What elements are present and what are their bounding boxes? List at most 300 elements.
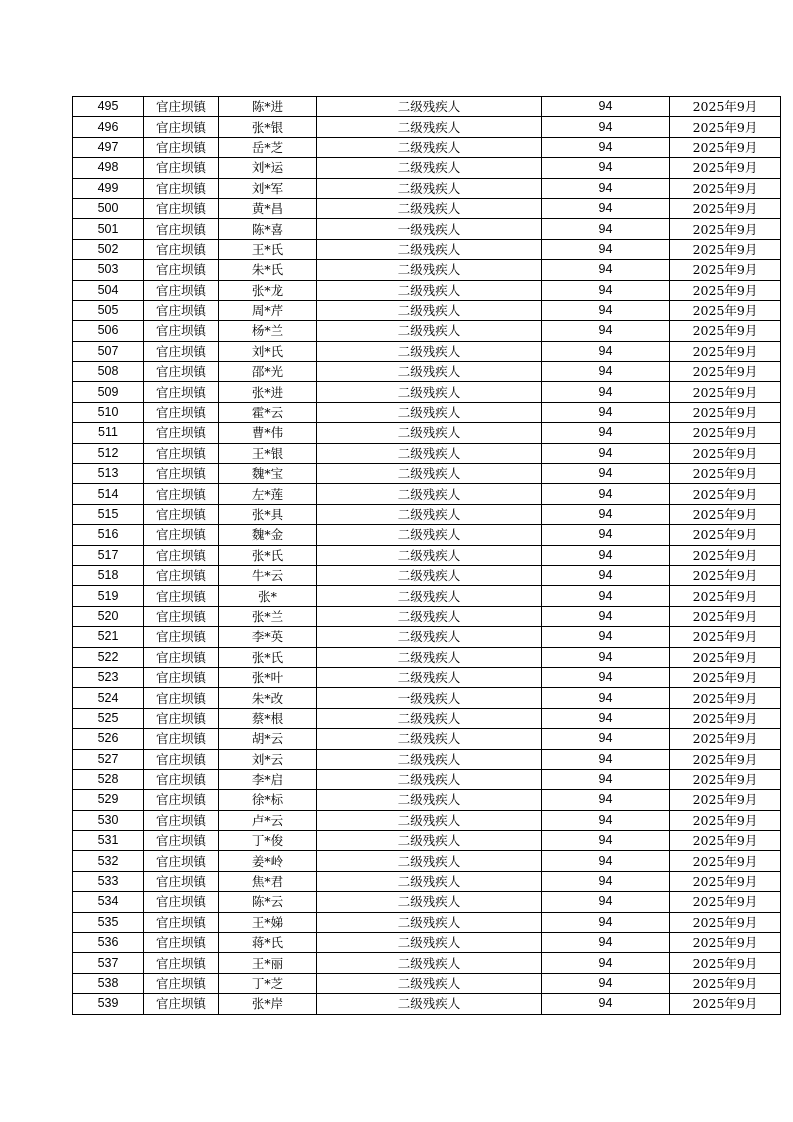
row-number-cell: 528 — [73, 769, 144, 789]
township-cell: 官庄坝镇 — [144, 464, 219, 484]
township-cell: 官庄坝镇 — [144, 504, 219, 524]
row-number-cell: 511 — [73, 423, 144, 443]
period-cell: 2025年9月 — [670, 586, 781, 606]
township-cell: 官庄坝镇 — [144, 97, 219, 117]
township-cell: 官庄坝镇 — [144, 871, 219, 891]
amount-cell: 94 — [542, 606, 670, 626]
table-row — [73, 769, 781, 789]
name-cell: 张*银 — [219, 117, 317, 137]
table-row — [73, 464, 781, 484]
table-row — [73, 729, 781, 749]
name-cell: 刘*氏 — [219, 341, 317, 361]
row-number-cell: 506 — [73, 321, 144, 341]
disability-level-cell: 二级残疾人 — [317, 627, 542, 647]
name-cell: 李*英 — [219, 627, 317, 647]
name-cell: 张*具 — [219, 504, 317, 524]
name-cell: 魏*宝 — [219, 464, 317, 484]
row-number-cell: 525 — [73, 708, 144, 728]
table-row — [73, 994, 781, 1014]
township-cell: 官庄坝镇 — [144, 729, 219, 749]
table-row — [73, 810, 781, 830]
township-cell: 官庄坝镇 — [144, 953, 219, 973]
disability-level-cell: 二级残疾人 — [317, 97, 542, 117]
table-row — [73, 953, 781, 973]
amount-cell: 94 — [542, 933, 670, 953]
row-number-cell: 531 — [73, 831, 144, 851]
row-number-cell: 521 — [73, 627, 144, 647]
amount-cell: 94 — [542, 912, 670, 932]
row-number-cell: 524 — [73, 688, 144, 708]
disability-level-cell: 二级残疾人 — [317, 545, 542, 565]
row-number-cell: 502 — [73, 239, 144, 259]
disability-level-cell: 二级残疾人 — [317, 586, 542, 606]
table-row — [73, 667, 781, 687]
township-cell: 官庄坝镇 — [144, 933, 219, 953]
table-row — [73, 178, 781, 198]
period-cell: 2025年9月 — [670, 239, 781, 259]
period-cell: 2025年9月 — [670, 341, 781, 361]
name-cell: 霍*云 — [219, 402, 317, 422]
township-cell: 官庄坝镇 — [144, 219, 219, 239]
table-row — [73, 484, 781, 504]
disability-level-cell: 二级残疾人 — [317, 402, 542, 422]
period-cell: 2025年9月 — [670, 565, 781, 585]
name-cell: 周*芹 — [219, 300, 317, 320]
amount-cell: 94 — [542, 973, 670, 993]
period-cell: 2025年9月 — [670, 137, 781, 157]
row-number-cell: 533 — [73, 871, 144, 891]
period-cell: 2025年9月 — [670, 423, 781, 443]
amount-cell: 94 — [542, 953, 670, 973]
period-cell: 2025年9月 — [670, 769, 781, 789]
name-cell: 杨*兰 — [219, 321, 317, 341]
name-cell: 岳*芝 — [219, 137, 317, 157]
amount-cell: 94 — [542, 708, 670, 728]
township-cell: 官庄坝镇 — [144, 198, 219, 218]
township-cell: 官庄坝镇 — [144, 565, 219, 585]
township-cell: 官庄坝镇 — [144, 321, 219, 341]
township-cell: 官庄坝镇 — [144, 362, 219, 382]
amount-cell: 94 — [542, 300, 670, 320]
period-cell: 2025年9月 — [670, 178, 781, 198]
period-cell: 2025年9月 — [670, 688, 781, 708]
row-number-cell: 527 — [73, 749, 144, 769]
name-cell: 张*进 — [219, 382, 317, 402]
disability-level-cell: 二级残疾人 — [317, 994, 542, 1014]
disability-level-cell: 二级残疾人 — [317, 504, 542, 524]
name-cell: 张*兰 — [219, 606, 317, 626]
table-row — [73, 708, 781, 728]
disability-level-cell: 二级残疾人 — [317, 606, 542, 626]
name-cell: 丁*俊 — [219, 831, 317, 851]
amount-cell: 94 — [542, 464, 670, 484]
table-row — [73, 933, 781, 953]
table-row — [73, 586, 781, 606]
name-cell: 王*银 — [219, 443, 317, 463]
table-row — [73, 749, 781, 769]
township-cell: 官庄坝镇 — [144, 831, 219, 851]
table-row — [73, 219, 781, 239]
amount-cell: 94 — [542, 729, 670, 749]
amount-cell: 94 — [542, 565, 670, 585]
township-cell: 官庄坝镇 — [144, 117, 219, 137]
name-cell: 刘*运 — [219, 158, 317, 178]
period-cell: 2025年9月 — [670, 851, 781, 871]
amount-cell: 94 — [542, 545, 670, 565]
row-number-cell: 505 — [73, 300, 144, 320]
period-cell: 2025年9月 — [670, 280, 781, 300]
disability-level-cell: 二级残疾人 — [317, 158, 542, 178]
amount-cell: 94 — [542, 97, 670, 117]
township-cell: 官庄坝镇 — [144, 382, 219, 402]
township-cell: 官庄坝镇 — [144, 606, 219, 626]
disability-level-cell: 二级残疾人 — [317, 790, 542, 810]
disability-level-cell: 二级残疾人 — [317, 769, 542, 789]
table-row — [73, 892, 781, 912]
amount-cell: 94 — [542, 443, 670, 463]
township-cell: 官庄坝镇 — [144, 402, 219, 422]
table-row — [73, 790, 781, 810]
amount-cell: 94 — [542, 790, 670, 810]
period-cell: 2025年9月 — [670, 892, 781, 912]
row-number-cell: 538 — [73, 973, 144, 993]
name-cell: 牛*云 — [219, 565, 317, 585]
township-cell: 官庄坝镇 — [144, 912, 219, 932]
disability-level-cell: 二级残疾人 — [317, 810, 542, 830]
row-number-cell: 495 — [73, 97, 144, 117]
period-cell: 2025年9月 — [670, 647, 781, 667]
amount-cell: 94 — [542, 239, 670, 259]
period-cell: 2025年9月 — [670, 464, 781, 484]
table-row — [73, 239, 781, 259]
township-cell: 官庄坝镇 — [144, 708, 219, 728]
disability-level-cell: 二级残疾人 — [317, 260, 542, 280]
row-number-cell: 539 — [73, 994, 144, 1014]
amount-cell: 94 — [542, 382, 670, 402]
disability-level-cell: 二级残疾人 — [317, 362, 542, 382]
name-cell: 徐*标 — [219, 790, 317, 810]
amount-cell: 94 — [542, 892, 670, 912]
row-number-cell: 535 — [73, 912, 144, 932]
row-number-cell: 519 — [73, 586, 144, 606]
disability-level-cell: 二级残疾人 — [317, 423, 542, 443]
period-cell: 2025年9月 — [670, 198, 781, 218]
name-cell: 黄*昌 — [219, 198, 317, 218]
township-cell: 官庄坝镇 — [144, 158, 219, 178]
name-cell: 蒋*氏 — [219, 933, 317, 953]
period-cell: 2025年9月 — [670, 994, 781, 1014]
name-cell: 张* — [219, 586, 317, 606]
period-cell: 2025年9月 — [670, 606, 781, 626]
township-cell: 官庄坝镇 — [144, 892, 219, 912]
amount-cell: 94 — [542, 280, 670, 300]
period-cell: 2025年9月 — [670, 525, 781, 545]
table-row — [73, 260, 781, 280]
township-cell: 官庄坝镇 — [144, 627, 219, 647]
amount-cell: 94 — [542, 749, 670, 769]
disability-level-cell: 二级残疾人 — [317, 198, 542, 218]
row-number-cell: 532 — [73, 851, 144, 871]
row-number-cell: 498 — [73, 158, 144, 178]
period-cell: 2025年9月 — [670, 484, 781, 504]
amount-cell: 94 — [542, 178, 670, 198]
table-row — [73, 341, 781, 361]
amount-cell: 94 — [542, 158, 670, 178]
name-cell: 李*启 — [219, 769, 317, 789]
row-number-cell: 507 — [73, 341, 144, 361]
table-row — [73, 545, 781, 565]
table-row — [73, 912, 781, 932]
name-cell: 左*莲 — [219, 484, 317, 504]
row-number-cell: 497 — [73, 137, 144, 157]
row-number-cell: 515 — [73, 504, 144, 524]
row-number-cell: 530 — [73, 810, 144, 830]
amount-cell: 94 — [542, 423, 670, 443]
township-cell: 官庄坝镇 — [144, 973, 219, 993]
name-cell: 姜*岭 — [219, 851, 317, 871]
row-number-cell: 526 — [73, 729, 144, 749]
amount-cell: 94 — [542, 525, 670, 545]
disability-level-cell: 二级残疾人 — [317, 239, 542, 259]
disability-level-cell: 二级残疾人 — [317, 912, 542, 932]
amount-cell: 94 — [542, 402, 670, 422]
disability-level-cell: 二级残疾人 — [317, 831, 542, 851]
table-row — [73, 871, 781, 891]
period-cell: 2025年9月 — [670, 831, 781, 851]
amount-cell: 94 — [542, 341, 670, 361]
amount-cell: 94 — [542, 137, 670, 157]
row-number-cell: 509 — [73, 382, 144, 402]
disability-level-cell: 二级残疾人 — [317, 892, 542, 912]
amount-cell: 94 — [542, 362, 670, 382]
amount-cell: 94 — [542, 219, 670, 239]
amount-cell: 94 — [542, 851, 670, 871]
period-cell: 2025年9月 — [670, 667, 781, 687]
name-cell: 卢*云 — [219, 810, 317, 830]
name-cell: 邵*光 — [219, 362, 317, 382]
table-row — [73, 402, 781, 422]
name-cell: 蔡*根 — [219, 708, 317, 728]
table-row — [73, 117, 781, 137]
period-cell: 2025年9月 — [670, 790, 781, 810]
township-cell: 官庄坝镇 — [144, 443, 219, 463]
table-body — [73, 97, 781, 1015]
name-cell: 朱*改 — [219, 688, 317, 708]
disability-level-cell: 二级残疾人 — [317, 708, 542, 728]
table-row — [73, 300, 781, 320]
township-cell: 官庄坝镇 — [144, 525, 219, 545]
amount-cell: 94 — [542, 260, 670, 280]
disability-level-cell: 二级残疾人 — [317, 973, 542, 993]
table-row — [73, 97, 781, 117]
name-cell: 刘*军 — [219, 178, 317, 198]
period-cell: 2025年9月 — [670, 117, 781, 137]
township-cell: 官庄坝镇 — [144, 300, 219, 320]
amount-cell: 94 — [542, 667, 670, 687]
disability-level-cell: 二级残疾人 — [317, 178, 542, 198]
table-row — [73, 198, 781, 218]
amount-cell: 94 — [542, 994, 670, 1014]
period-cell: 2025年9月 — [670, 97, 781, 117]
township-cell: 官庄坝镇 — [144, 749, 219, 769]
table-row — [73, 565, 781, 585]
township-cell: 官庄坝镇 — [144, 341, 219, 361]
township-cell: 官庄坝镇 — [144, 667, 219, 687]
disability-level-cell: 二级残疾人 — [317, 443, 542, 463]
period-cell: 2025年9月 — [670, 321, 781, 341]
period-cell: 2025年9月 — [670, 158, 781, 178]
row-number-cell: 537 — [73, 953, 144, 973]
township-cell: 官庄坝镇 — [144, 484, 219, 504]
township-cell: 官庄坝镇 — [144, 178, 219, 198]
row-number-cell: 520 — [73, 606, 144, 626]
row-number-cell: 529 — [73, 790, 144, 810]
disability-level-cell: 二级残疾人 — [317, 953, 542, 973]
period-cell: 2025年9月 — [670, 402, 781, 422]
row-number-cell: 499 — [73, 178, 144, 198]
township-cell: 官庄坝镇 — [144, 647, 219, 667]
period-cell: 2025年9月 — [670, 300, 781, 320]
amount-cell: 94 — [542, 484, 670, 504]
table-row — [73, 851, 781, 871]
township-cell: 官庄坝镇 — [144, 994, 219, 1014]
table-row — [73, 443, 781, 463]
amount-cell: 94 — [542, 871, 670, 891]
name-cell: 焦*君 — [219, 871, 317, 891]
disability-level-cell: 二级残疾人 — [317, 484, 542, 504]
row-number-cell: 517 — [73, 545, 144, 565]
table-row — [73, 382, 781, 402]
name-cell: 朱*氏 — [219, 260, 317, 280]
row-number-cell: 518 — [73, 565, 144, 585]
amount-cell: 94 — [542, 117, 670, 137]
amount-cell: 94 — [542, 321, 670, 341]
row-number-cell: 500 — [73, 198, 144, 218]
row-number-cell: 516 — [73, 525, 144, 545]
table-row — [73, 158, 781, 178]
amount-cell: 94 — [542, 627, 670, 647]
disability-level-cell: 二级残疾人 — [317, 464, 542, 484]
row-number-cell: 514 — [73, 484, 144, 504]
name-cell: 王*娣 — [219, 912, 317, 932]
table-row — [73, 831, 781, 851]
row-number-cell: 534 — [73, 892, 144, 912]
period-cell: 2025年9月 — [670, 545, 781, 565]
name-cell: 王*氏 — [219, 239, 317, 259]
disability-level-cell: 二级残疾人 — [317, 933, 542, 953]
table-row — [73, 137, 781, 157]
name-cell: 刘*云 — [219, 749, 317, 769]
table-row — [73, 647, 781, 667]
row-number-cell: 523 — [73, 667, 144, 687]
period-cell: 2025年9月 — [670, 443, 781, 463]
row-number-cell: 513 — [73, 464, 144, 484]
township-cell: 官庄坝镇 — [144, 280, 219, 300]
period-cell: 2025年9月 — [670, 871, 781, 891]
name-cell: 陈*进 — [219, 97, 317, 117]
subsidy-list-table — [72, 96, 781, 1015]
period-cell: 2025年9月 — [670, 260, 781, 280]
period-cell: 2025年9月 — [670, 382, 781, 402]
amount-cell: 94 — [542, 810, 670, 830]
table-row — [73, 504, 781, 524]
period-cell: 2025年9月 — [670, 953, 781, 973]
period-cell: 2025年9月 — [670, 504, 781, 524]
name-cell: 魏*金 — [219, 525, 317, 545]
disability-level-cell: 二级残疾人 — [317, 525, 542, 545]
name-cell: 丁*芝 — [219, 973, 317, 993]
township-cell: 官庄坝镇 — [144, 688, 219, 708]
table-row — [73, 423, 781, 443]
row-number-cell: 522 — [73, 647, 144, 667]
disability-level-cell: 二级残疾人 — [317, 667, 542, 687]
disability-level-cell: 一级残疾人 — [317, 219, 542, 239]
disability-level-cell: 一级残疾人 — [317, 688, 542, 708]
table-row — [73, 280, 781, 300]
township-cell: 官庄坝镇 — [144, 423, 219, 443]
disability-level-cell: 二级残疾人 — [317, 137, 542, 157]
name-cell: 张*氏 — [219, 545, 317, 565]
amount-cell: 94 — [542, 586, 670, 606]
period-cell: 2025年9月 — [670, 627, 781, 647]
disability-level-cell: 二级残疾人 — [317, 300, 542, 320]
period-cell: 2025年9月 — [670, 729, 781, 749]
period-cell: 2025年9月 — [670, 708, 781, 728]
township-cell: 官庄坝镇 — [144, 586, 219, 606]
disability-level-cell: 二级残疾人 — [317, 647, 542, 667]
name-cell: 张*叶 — [219, 667, 317, 687]
row-number-cell: 508 — [73, 362, 144, 382]
row-number-cell: 536 — [73, 933, 144, 953]
amount-cell: 94 — [542, 504, 670, 524]
period-cell: 2025年9月 — [670, 810, 781, 830]
table-row — [73, 362, 781, 382]
township-cell: 官庄坝镇 — [144, 851, 219, 871]
disability-level-cell: 二级残疾人 — [317, 871, 542, 891]
period-cell: 2025年9月 — [670, 912, 781, 932]
row-number-cell: 510 — [73, 402, 144, 422]
table-row — [73, 973, 781, 993]
township-cell: 官庄坝镇 — [144, 790, 219, 810]
name-cell: 王*丽 — [219, 953, 317, 973]
table-row — [73, 321, 781, 341]
table-row — [73, 627, 781, 647]
amount-cell: 94 — [542, 647, 670, 667]
row-number-cell: 504 — [73, 280, 144, 300]
township-cell: 官庄坝镇 — [144, 137, 219, 157]
disability-level-cell: 二级残疾人 — [317, 117, 542, 137]
township-cell: 官庄坝镇 — [144, 260, 219, 280]
period-cell: 2025年9月 — [670, 362, 781, 382]
township-cell: 官庄坝镇 — [144, 769, 219, 789]
table-row — [73, 525, 781, 545]
name-cell: 张*岸 — [219, 994, 317, 1014]
table-row — [73, 606, 781, 626]
table — [72, 96, 781, 1015]
disability-level-cell: 二级残疾人 — [317, 749, 542, 769]
disability-level-cell: 二级残疾人 — [317, 729, 542, 749]
amount-cell: 94 — [542, 831, 670, 851]
row-number-cell: 512 — [73, 443, 144, 463]
row-number-cell: 496 — [73, 117, 144, 137]
period-cell: 2025年9月 — [670, 749, 781, 769]
name-cell: 张*龙 — [219, 280, 317, 300]
disability-level-cell: 二级残疾人 — [317, 280, 542, 300]
township-cell: 官庄坝镇 — [144, 239, 219, 259]
amount-cell: 94 — [542, 688, 670, 708]
name-cell: 张*氏 — [219, 647, 317, 667]
disability-level-cell: 二级残疾人 — [317, 321, 542, 341]
